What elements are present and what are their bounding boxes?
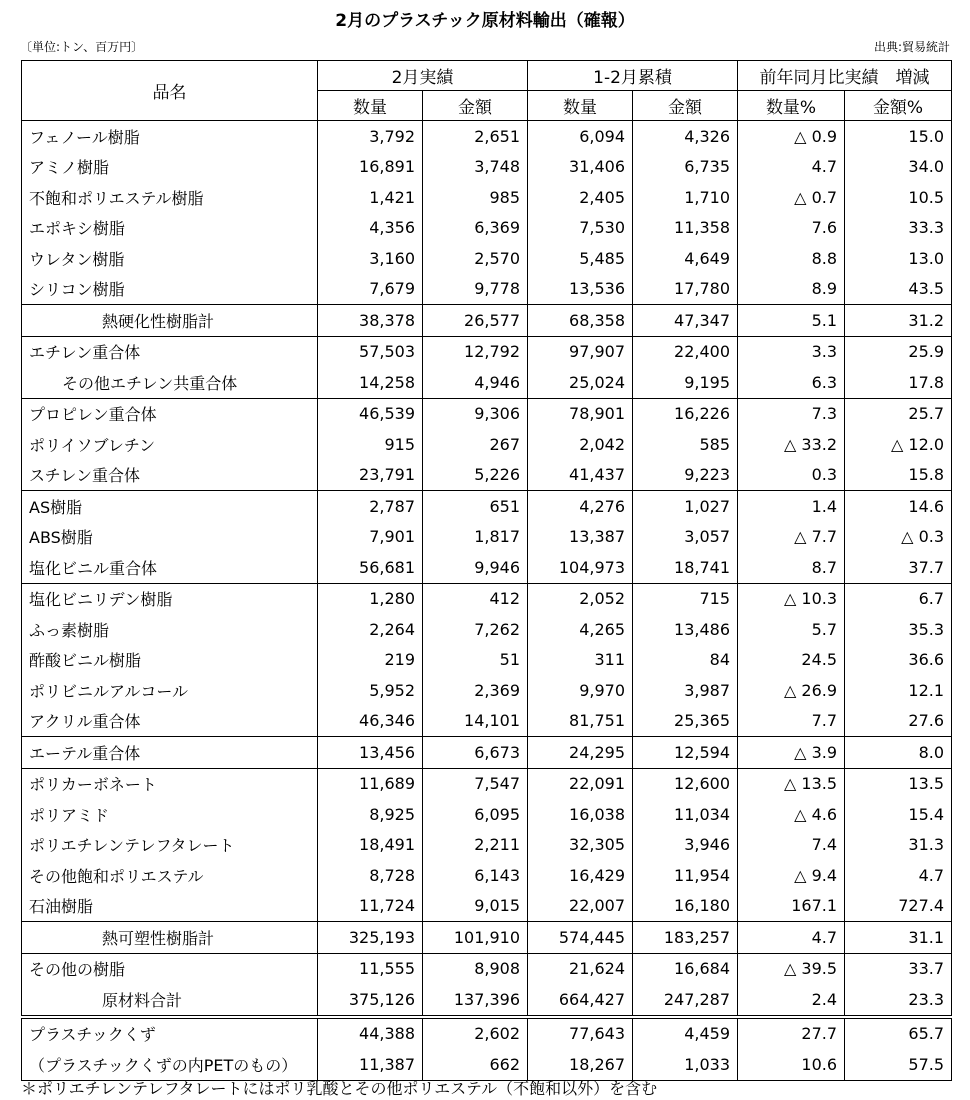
qty-cell: 11,689 — [318, 768, 423, 799]
item-name-cell: 原材料合計 — [22, 984, 318, 1017]
cum-qty-cell: 81,751 — [528, 706, 633, 737]
header-row-groups — [22, 61, 952, 91]
cum-qty-cell: 97,907 — [528, 336, 633, 367]
item-name-cell: 不飽和ポリエステル樹脂 — [22, 182, 318, 213]
item-name-cell: エチレン重合体 — [22, 336, 318, 367]
header-cum-qty: 数量 — [528, 91, 633, 121]
cum-qty-cell: 13,536 — [528, 274, 633, 305]
source-label: 出典:貿易統計 — [873, 40, 950, 54]
cum-amount-cell: 3,946 — [633, 830, 738, 861]
item-name-cell: シリコン樹脂 — [22, 274, 318, 305]
qty-pct-cell: 7.6 — [738, 213, 845, 244]
qty-cell: 219 — [318, 645, 423, 676]
cum-amount-cell: 12,594 — [633, 737, 738, 769]
qty-pct-cell: 1.4 — [738, 491, 845, 522]
cum-qty-cell: 31,406 — [528, 152, 633, 183]
amount-pct-cell: 43.5 — [845, 274, 952, 305]
qty-pct-cell: 7.7 — [738, 706, 845, 737]
amount-cell: 137,396 — [423, 984, 528, 1017]
qty-cell: 23,791 — [318, 460, 423, 491]
export-table — [21, 60, 952, 1081]
amount-pct-cell: 37.7 — [845, 552, 952, 583]
amount-pct-cell: 27.6 — [845, 706, 952, 737]
amount-pct-cell: 35.3 — [845, 614, 952, 645]
qty-pct-cell: △ 9.4 — [738, 860, 845, 891]
cum-qty-cell: 9,970 — [528, 675, 633, 706]
qty-cell: 8,728 — [318, 860, 423, 891]
cum-qty-cell: 32,305 — [528, 830, 633, 861]
qty-pct-cell: 8.8 — [738, 243, 845, 274]
unit-label: 〔単位:トン、百万円〕 — [20, 40, 144, 54]
qty-cell: 11,555 — [318, 953, 423, 984]
amount-pct-cell: 31.1 — [845, 922, 952, 954]
table-row — [22, 984, 952, 1017]
amount-pct-cell: 13.0 — [845, 243, 952, 274]
qty-pct-cell: △ 33.2 — [738, 429, 845, 460]
cum-amount-cell: 3,057 — [633, 522, 738, 553]
item-name-cell: スチレン重合体 — [22, 460, 318, 491]
amount-pct-cell: 15.0 — [845, 121, 952, 152]
qty-pct-cell: △ 13.5 — [738, 768, 845, 799]
item-name-cell: ポリアミド — [22, 799, 318, 830]
amount-cell: 4,946 — [423, 367, 528, 398]
amount-cell: 6,673 — [423, 737, 528, 769]
cum-amount-cell: 11,358 — [633, 213, 738, 244]
table-row — [22, 152, 952, 183]
item-name-cell: ウレタン樹脂 — [22, 243, 318, 274]
item-name-cell: 熱硬化性樹脂計 — [22, 305, 318, 337]
qty-cell: 13,456 — [318, 737, 423, 769]
cum-amount-cell: 1,033 — [633, 1049, 738, 1080]
amount-pct-cell: 4.7 — [845, 860, 952, 891]
qty-pct-cell: 5.7 — [738, 614, 845, 645]
qty-cell: 3,792 — [318, 121, 423, 152]
amount-cell: 7,547 — [423, 768, 528, 799]
item-name-cell: その他飽和ポリエステル — [22, 860, 318, 891]
item-name-cell: その他エチレン共重合体 — [22, 367, 318, 398]
qty-pct-cell: 10.6 — [738, 1049, 845, 1080]
amount-pct-cell: 8.0 — [845, 737, 952, 769]
qty-pct-cell: 5.1 — [738, 305, 845, 337]
cum-qty-cell: 2,052 — [528, 583, 633, 614]
amount-cell: 7,262 — [423, 614, 528, 645]
qty-pct-cell: △ 0.9 — [738, 121, 845, 152]
qty-cell: 46,539 — [318, 398, 423, 429]
qty-pct-cell: 6.3 — [738, 367, 845, 398]
item-name-cell: ポリエチレンテレフタレート — [22, 830, 318, 861]
amount-pct-cell: 17.8 — [845, 367, 952, 398]
table-row — [22, 922, 952, 954]
item-name-cell: 塩化ビニル重合体 — [22, 552, 318, 583]
table-row — [22, 552, 952, 583]
table-row — [22, 367, 952, 398]
header-qty: 数量 — [318, 91, 423, 121]
amount-pct-cell: 36.6 — [845, 645, 952, 676]
amount-cell: 6,095 — [423, 799, 528, 830]
amount-cell: 267 — [423, 429, 528, 460]
page-title: 2月のプラスチック原材料輸出（確報） — [335, 11, 635, 31]
cum-qty-cell: 41,437 — [528, 460, 633, 491]
table-row — [22, 429, 952, 460]
amount-cell: 12,792 — [423, 336, 528, 367]
qty-pct-cell: △ 10.3 — [738, 583, 845, 614]
amount-cell: 662 — [423, 1049, 528, 1080]
amount-pct-cell: 13.5 — [845, 768, 952, 799]
qty-pct-cell: △ 26.9 — [738, 675, 845, 706]
table-row — [22, 460, 952, 491]
cum-qty-cell: 78,901 — [528, 398, 633, 429]
table-row — [22, 1017, 952, 1050]
cum-qty-cell: 4,265 — [528, 614, 633, 645]
cum-amount-cell: 4,459 — [633, 1017, 738, 1050]
qty-cell: 56,681 — [318, 552, 423, 583]
cum-qty-cell: 4,276 — [528, 491, 633, 522]
qty-cell: 3,160 — [318, 243, 423, 274]
qty-cell: 7,901 — [318, 522, 423, 553]
amount-pct-cell: 10.5 — [845, 182, 952, 213]
cum-amount-cell: 4,649 — [633, 243, 738, 274]
cum-amount-cell: 16,684 — [633, 953, 738, 984]
cum-qty-cell: 13,387 — [528, 522, 633, 553]
amount-pct-cell: △ 12.0 — [845, 429, 952, 460]
header-qty-pct: 数量% — [738, 91, 845, 121]
cum-qty-cell: 77,643 — [528, 1017, 633, 1050]
table-row — [22, 706, 952, 737]
cum-amount-cell: 25,365 — [633, 706, 738, 737]
table-row — [22, 830, 952, 861]
cum-amount-cell: 17,780 — [633, 274, 738, 305]
qty-pct-cell: 7.4 — [738, 830, 845, 861]
qty-pct-cell: △ 3.9 — [738, 737, 845, 769]
item-name-cell: エポキシ樹脂 — [22, 213, 318, 244]
table-row — [22, 860, 952, 891]
qty-pct-cell: 4.7 — [738, 152, 845, 183]
table-row — [22, 953, 952, 984]
amount-pct-cell: 12.1 — [845, 675, 952, 706]
table-row — [22, 583, 952, 614]
qty-cell: 11,724 — [318, 891, 423, 922]
qty-cell: 5,952 — [318, 675, 423, 706]
cum-qty-cell: 574,445 — [528, 922, 633, 954]
item-name-cell: プロピレン重合体 — [22, 398, 318, 429]
table-row — [22, 675, 952, 706]
amount-pct-cell: 727.4 — [845, 891, 952, 922]
table-row — [22, 274, 952, 305]
cum-amount-cell: 9,223 — [633, 460, 738, 491]
amount-pct-cell: 15.4 — [845, 799, 952, 830]
item-name-cell: ポリイソブレチン — [22, 429, 318, 460]
amount-cell: 2,602 — [423, 1017, 528, 1050]
qty-pct-cell: 3.3 — [738, 336, 845, 367]
item-name-cell: 塩化ビニリデン樹脂 — [22, 583, 318, 614]
cum-amount-cell: 16,226 — [633, 398, 738, 429]
header-amount-pct: 金額% — [845, 91, 952, 121]
header-feb-results: 2月実績 — [318, 61, 528, 91]
table-body — [22, 121, 952, 1081]
cum-qty-cell: 16,429 — [528, 860, 633, 891]
item-name-cell: プラスチックくず — [22, 1017, 318, 1050]
amount-pct-cell: 14.6 — [845, 491, 952, 522]
qty-cell: 915 — [318, 429, 423, 460]
footnote: ＊ポリエチレンテレフタレートにはポリ乳酸とその他ポリエステル（不飽和以外）を含む — [21, 1079, 658, 1098]
table-row — [22, 121, 952, 152]
cum-amount-cell: 12,600 — [633, 768, 738, 799]
amount-pct-cell: 6.7 — [845, 583, 952, 614]
item-name-cell: 熱可塑性樹脂計 — [22, 922, 318, 954]
qty-cell: 2,264 — [318, 614, 423, 645]
item-name-cell: AS樹脂 — [22, 491, 318, 522]
cum-amount-cell: 16,180 — [633, 891, 738, 922]
cum-qty-cell: 22,007 — [528, 891, 633, 922]
amount-cell: 51 — [423, 645, 528, 676]
qty-pct-cell: 27.7 — [738, 1017, 845, 1050]
amount-cell: 8,908 — [423, 953, 528, 984]
amount-pct-cell: 33.3 — [845, 213, 952, 244]
amount-pct-cell: △ 0.3 — [845, 522, 952, 553]
item-name-cell: その他の樹脂 — [22, 953, 318, 984]
amount-cell: 2,651 — [423, 121, 528, 152]
table-row — [22, 614, 952, 645]
header-cumulative: 1-2月累積 — [528, 61, 738, 91]
cum-amount-cell: 6,735 — [633, 152, 738, 183]
cum-qty-cell: 2,405 — [528, 182, 633, 213]
cum-qty-cell: 5,485 — [528, 243, 633, 274]
amount-cell: 2,570 — [423, 243, 528, 274]
table-row — [22, 799, 952, 830]
amount-cell: 6,369 — [423, 213, 528, 244]
qty-pct-cell: 0.3 — [738, 460, 845, 491]
amount-cell: 1,817 — [423, 522, 528, 553]
table-row — [22, 522, 952, 553]
item-name-cell: 酢酸ビニル樹脂 — [22, 645, 318, 676]
qty-cell: 325,193 — [318, 922, 423, 954]
qty-pct-cell: △ 7.7 — [738, 522, 845, 553]
cum-amount-cell: 47,347 — [633, 305, 738, 337]
table-row — [22, 182, 952, 213]
qty-cell: 57,503 — [318, 336, 423, 367]
table-row — [22, 305, 952, 337]
amount-pct-cell: 15.8 — [845, 460, 952, 491]
cum-amount-cell: 585 — [633, 429, 738, 460]
table-row — [22, 737, 952, 769]
cum-qty-cell: 18,267 — [528, 1049, 633, 1080]
header-amount: 金額 — [423, 91, 528, 121]
item-name-cell: フェノール樹脂 — [22, 121, 318, 152]
qty-cell: 11,387 — [318, 1049, 423, 1080]
amount-cell: 9,015 — [423, 891, 528, 922]
cum-amount-cell: 1,027 — [633, 491, 738, 522]
table-row — [22, 491, 952, 522]
qty-cell: 38,378 — [318, 305, 423, 337]
cum-amount-cell: 11,954 — [633, 860, 738, 891]
table-row — [22, 336, 952, 367]
qty-cell: 2,787 — [318, 491, 423, 522]
amount-cell: 9,946 — [423, 552, 528, 583]
cum-amount-cell: 183,257 — [633, 922, 738, 954]
amount-pct-cell: 33.7 — [845, 953, 952, 984]
qty-pct-cell: △ 0.7 — [738, 182, 845, 213]
cum-qty-cell: 24,295 — [528, 737, 633, 769]
amount-cell: 6,143 — [423, 860, 528, 891]
cum-qty-cell: 21,624 — [528, 953, 633, 984]
qty-pct-cell: 24.5 — [738, 645, 845, 676]
cum-qty-cell: 311 — [528, 645, 633, 676]
item-name-cell: 石油樹脂 — [22, 891, 318, 922]
cum-amount-cell: 84 — [633, 645, 738, 676]
amount-pct-cell: 57.5 — [845, 1049, 952, 1080]
amount-pct-cell: 65.7 — [845, 1017, 952, 1050]
amount-pct-cell: 34.0 — [845, 152, 952, 183]
qty-pct-cell: △ 4.6 — [738, 799, 845, 830]
cum-qty-cell: 22,091 — [528, 768, 633, 799]
cum-amount-cell: 1,710 — [633, 182, 738, 213]
cum-qty-cell: 25,024 — [528, 367, 633, 398]
amount-pct-cell: 25.9 — [845, 336, 952, 367]
qty-cell: 18,491 — [318, 830, 423, 861]
amount-pct-cell: 31.2 — [845, 305, 952, 337]
item-name-cell: ABS樹脂 — [22, 522, 318, 553]
qty-pct-cell: 8.9 — [738, 274, 845, 305]
qty-cell: 16,891 — [318, 152, 423, 183]
amount-cell: 14,101 — [423, 706, 528, 737]
amount-cell: 26,577 — [423, 305, 528, 337]
qty-cell: 375,126 — [318, 984, 423, 1017]
table-row — [22, 243, 952, 274]
amount-cell: 3,748 — [423, 152, 528, 183]
qty-pct-cell: △ 39.5 — [738, 953, 845, 984]
amount-cell: 412 — [423, 583, 528, 614]
item-name-cell: （プラスチックくずの内PETのもの） — [22, 1049, 318, 1080]
item-name-cell: ポリビニルアルコール — [22, 675, 318, 706]
amount-cell: 9,306 — [423, 398, 528, 429]
table-row — [22, 645, 952, 676]
item-name-cell: アミノ樹脂 — [22, 152, 318, 183]
qty-pct-cell: 7.3 — [738, 398, 845, 429]
qty-cell: 44,388 — [318, 1017, 423, 1050]
cum-qty-cell: 664,427 — [528, 984, 633, 1017]
amount-pct-cell: 23.3 — [845, 984, 952, 1017]
table-row — [22, 213, 952, 244]
cum-qty-cell: 16,038 — [528, 799, 633, 830]
item-name-cell: ポリカーボネート — [22, 768, 318, 799]
amount-pct-cell: 25.7 — [845, 398, 952, 429]
item-name-cell: アクリル重合体 — [22, 706, 318, 737]
qty-pct-cell: 4.7 — [738, 922, 845, 954]
qty-cell: 7,679 — [318, 274, 423, 305]
item-name-cell: エーテル重合体 — [22, 737, 318, 769]
cum-amount-cell: 22,400 — [633, 336, 738, 367]
qty-pct-cell: 8.7 — [738, 552, 845, 583]
cum-qty-cell: 2,042 — [528, 429, 633, 460]
cum-qty-cell: 7,530 — [528, 213, 633, 244]
amount-cell: 101,910 — [423, 922, 528, 954]
cum-amount-cell: 18,741 — [633, 552, 738, 583]
cum-qty-cell: 104,973 — [528, 552, 633, 583]
amount-cell: 9,778 — [423, 274, 528, 305]
amount-cell: 2,369 — [423, 675, 528, 706]
qty-pct-cell: 167.1 — [738, 891, 845, 922]
qty-pct-cell: 2.4 — [738, 984, 845, 1017]
cum-amount-cell: 9,195 — [633, 367, 738, 398]
table-row — [22, 891, 952, 922]
header-yoy-change: 前年同月比実績 増減 — [738, 61, 952, 91]
amount-cell: 985 — [423, 182, 528, 213]
cum-amount-cell: 11,034 — [633, 799, 738, 830]
table-row — [22, 768, 952, 799]
amount-cell: 651 — [423, 491, 528, 522]
amount-cell: 2,211 — [423, 830, 528, 861]
qty-cell: 1,421 — [318, 182, 423, 213]
cum-amount-cell: 3,987 — [633, 675, 738, 706]
header-cum-amount: 金額 — [633, 91, 738, 121]
cum-amount-cell: 4,326 — [633, 121, 738, 152]
cum-qty-cell: 68,358 — [528, 305, 633, 337]
table-row — [22, 398, 952, 429]
item-name-cell: ふっ素樹脂 — [22, 614, 318, 645]
amount-cell: 5,226 — [423, 460, 528, 491]
qty-cell: 46,346 — [318, 706, 423, 737]
cum-qty-cell: 6,094 — [528, 121, 633, 152]
cum-amount-cell: 247,287 — [633, 984, 738, 1017]
cum-amount-cell: 13,486 — [633, 614, 738, 645]
qty-cell: 1,280 — [318, 583, 423, 614]
amount-pct-cell: 31.3 — [845, 830, 952, 861]
cum-amount-cell: 715 — [633, 583, 738, 614]
qty-cell: 8,925 — [318, 799, 423, 830]
header-item: 品名 — [22, 61, 318, 121]
qty-cell: 14,258 — [318, 367, 423, 398]
qty-cell: 4,356 — [318, 213, 423, 244]
